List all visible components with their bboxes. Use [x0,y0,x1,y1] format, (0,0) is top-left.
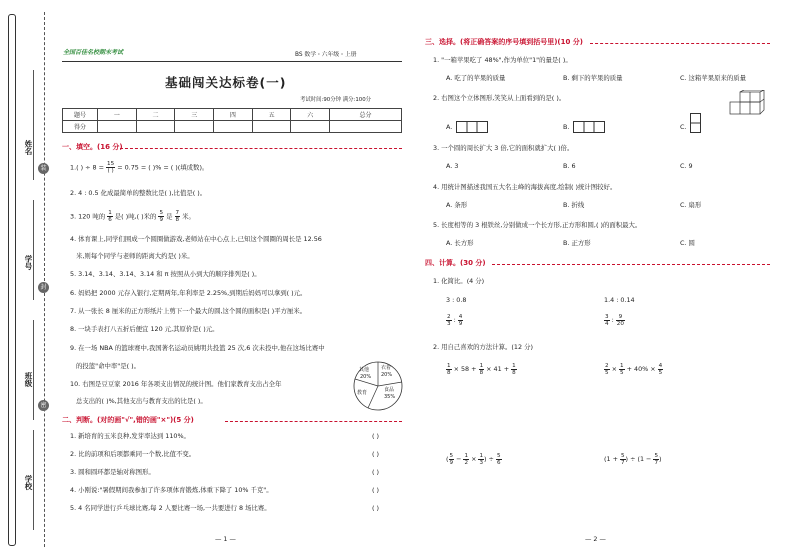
seal-char-2: 封 [40,284,47,291]
score-cell[interactable] [252,121,291,133]
score-table-header-row [63,109,402,121]
page-title: 基础闯关达标卷(一) [165,75,287,90]
judge-q1: 1. 新培育的玉米良种,发芽率达到 110%。 [70,432,190,440]
score-cell[interactable] [136,121,175,133]
choose-q5-option-b[interactable]: B. 正方形 [563,239,591,247]
fraction: $\frac{2}{3}$ [447,313,451,327]
score-header-cell: 六 [291,109,330,121]
calc-expr-1 [446,362,517,376]
binding-line [44,12,45,547]
denominator: 6 [108,217,112,223]
judge-q4: 4. 小刚说:"暑假期间我参加了许多项体育锻炼,体重下降了 10% 千克"。 [70,486,273,494]
calc-expr-2-part-b: + 40% × [626,365,656,373]
score-table-score-row [63,121,402,133]
fill-q9-line1: 9. 在一场 NBA 的篮球赛中,我国著名运动员姚明共投篮 25 次,6 次未投中,他在这场比赛中 [70,344,325,352]
fill-q8: 8. 一块手表打八五折后便宜 120 元,其原价是( )元。 [70,325,219,333]
fill-q3-part-b: 是( )吨,( )米的 [114,212,157,221]
choose-q4-option-c[interactable]: C. 扇形 [680,201,702,209]
fraction [107,210,113,223]
fill-q10-line2: 总支出的( )%,其他支出与教育支出的比是( )。 [76,397,207,405]
score-cell[interactable] [330,121,402,133]
numerator: 1 [108,210,112,216]
judge-q3-answer[interactable]: ( ) [372,468,380,476]
denominator: 8 [175,217,180,223]
choose-q4-option-b[interactable]: B. 折线 [563,201,585,209]
fraction: $\frac{3}{4}$ [605,313,609,327]
calc-expr-2-part-a: × [611,365,617,373]
calc-expr-1-part-a: × 58 + [453,365,477,373]
page-number-1: — 1 — [215,535,236,543]
choose-q2-option-b[interactable]: B. [563,123,570,131]
judge-q4-answer[interactable]: ( ) [372,486,380,494]
score-row-label: 得分 [63,121,98,133]
fill-q3 [70,210,195,224]
option-b-view-icon [573,121,605,133]
section-3-heading: 三、选择。(将正确答案的序号填到括号里)(10 分) [425,38,583,46]
judge-q5: 5. 4 名同学进行乒乓球比赛,每 2 人要比赛一场,一共要进行 8 场比赛。 [70,504,271,512]
score-header-cell: 题号 [63,109,98,121]
school-field-line [33,430,34,530]
fraction: $\frac{1}{5}$ [620,362,624,376]
choose-q5: 5. 长度相等的 3 根铁丝,分别做成一个长方形,正方形和圆,( )的面积最大。 [433,221,642,229]
calc-ratio-2: 1.4 : 0.14 [604,296,635,304]
fraction: $\frac{1}{3}$ [479,452,484,466]
score-header-cell: 一 [98,109,137,121]
fill-q3-part-a: 3. 120 吨的 [70,212,106,221]
calc-q1: 1. 化简比。(4 分) [433,277,485,285]
fill-q4-line2: 米,则每个同学与老师的距离大约是( )米。 [76,252,194,260]
fraction: $\frac{4}{5}$ [658,362,663,376]
fraction: $\frac{9}{20}$ [616,313,624,327]
fraction [175,210,181,223]
seal-char-3: 密 [40,402,47,409]
judge-q2-answer[interactable]: ( ) [372,450,380,458]
calc-expr-3: ( $\frac{5}{9}$ − $\frac{1}{2}$ × $\frac{1}{3}$ ) ÷ $\frac{5}{6}$ [446,452,501,466]
pie-label-education: 教育 [357,390,368,396]
fill-q5: 5. 3.14、3.14̇、3.1̇4̇、3.14 和 π 按照从小到大的顺序排列是( )。 [70,270,261,278]
section-3-rule [590,43,770,44]
fraction: $\frac{5}{9}$ [449,452,454,466]
fraction: $\frac{5}{7}$ [654,452,658,466]
judge-q5-answer[interactable]: ( ) [372,504,380,512]
calc-ratio-3: $\frac{2}{3}$ : $\frac{4}{9}$ [447,313,463,327]
choose-q1-option-c[interactable]: C. 这箱苹果原来的质量 [680,74,747,82]
binding-strip [8,14,16,546]
denominator: 9 [159,217,164,223]
time-info: 考试时间:90分钟 满分:100分 [300,97,372,103]
calc-expr-4: (1 + $\frac{5}{7}$ ) ÷ (1 − $\frac{5}{7}$ ) [604,452,662,466]
choose-q3-option-a[interactable]: A. 3 [446,162,459,170]
class-label: 班级 [24,372,33,387]
name-field-line [33,70,34,180]
calc-expr-2 [604,362,663,376]
score-header-cell: 五 [252,109,291,121]
option-c-view-icon [690,113,701,133]
cube-solid-figure [728,90,768,116]
fraction [158,210,164,223]
fill-q6: 6. 妈妈把 2000 元存入银行,定期两年,年利率是 2.25%,到期后妈妈可以拿到( )元。 [70,289,307,297]
seal-char-1: 装 [40,165,47,172]
calc-expr-1-part-b: × 41 + [486,365,510,373]
class-field-line [33,320,34,420]
section-4-rule [492,264,770,265]
pie-value-clothing: 20% [381,372,393,378]
choose-q3: 3. 一个圆的周长扩大 3 倍,它的面积就扩大( )倍。 [433,144,574,152]
fill-q3-part-c: 是 [166,212,173,221]
choose-q2: 2. 右图这个立体图形,笑笑从上面看到的是( )。 [433,94,566,102]
school-label: 学校 [24,475,33,490]
score-header-cell: 总分 [330,109,402,121]
choose-q1-option-b[interactable]: B. 剩下的苹果的质量 [563,74,623,82]
numerator: 7 [175,210,180,216]
score-header-cell: 三 [175,109,214,121]
fill-q4-line1: 4. 体育课上,同学们围成一个圆圈做游戏,老师站在中心点上,已知这个圆圈的周长是 12.56 [70,235,322,243]
choose-q2-option-a[interactable]: A. [446,123,453,131]
section-1-heading: 一、填空。(16 分) [62,143,123,151]
fill-q1-part-a: 1.( ) ÷ 8 = [70,163,104,172]
fill-q1 [70,161,208,175]
fraction: $\frac{5}{6}$ [496,452,501,466]
pie-label-other: 其他 [359,367,370,373]
fill-q9-line2: 的投篮"命中率"是( )。 [76,362,141,370]
exam-tag: 全国百佳名校期末考试 [63,49,124,56]
pie-value-other: 20% [360,374,372,380]
book-info: BS 数学・六年级・上册 [295,52,357,58]
calc-ratio-1: 3 : 0.8 [446,296,467,304]
fraction: $\frac{1}{8}$ [447,362,451,376]
fraction: $\frac{5}{7}$ [620,452,625,466]
denominator: ( ) [107,168,114,174]
fraction: $\frac{2}{5}$ [605,362,609,376]
calc-ratio-4: $\frac{3}{4}$ : $\frac{9}{20}$ [605,313,624,327]
fill-q1-part-b: = 0.75 = ( )% = ( )(填成数)。 [117,163,209,172]
student-id-label: 学号 [24,255,33,270]
name-label: 姓名 [24,140,33,155]
header-rule [62,61,402,62]
student-id-field-line [33,200,34,300]
fraction: $\frac{4}{9}$ [458,313,463,327]
fraction: $\frac{1}{2}$ [464,452,469,466]
pie-label-clothing: 衣着 [381,365,392,371]
score-cell[interactable] [214,121,253,133]
section-2-rule [225,421,402,422]
judge-q2: 2. 比的前项和后项都乘同一个数,比值不变。 [70,450,196,458]
choose-q5-option-c[interactable]: C. 圆 [680,239,695,247]
judge-q1-answer[interactable]: ( ) [372,432,380,440]
choose-q3-option-c[interactable]: C. 9 [680,162,693,170]
score-cell[interactable] [291,121,330,133]
fill-q2: 2. 4 : 0.5 化成最简单的整数比是( ),比值是( )。 [70,189,207,197]
score-cell[interactable] [175,121,214,133]
score-header-cell: 二 [136,109,175,121]
calc-q2: 2. 用自己喜欢的方法计算。(12 分) [433,343,533,351]
pie-divider [368,386,378,408]
seal-mark-3 [38,400,49,411]
fill-q10-line1: 10. 右图是豆豆家 2016 年各项支出情况的统计图。他们家教育支出占全年 [70,380,282,388]
score-header-cell: 四 [214,109,253,121]
fraction: $\frac{1}{8}$ [479,362,484,376]
section-4-heading: 四、计算。(30 分) [425,259,486,267]
choose-q4-option-a[interactable]: A. 条形 [446,201,468,209]
score-cell[interactable] [98,121,137,133]
fill-q3-part-d: 米。 [182,212,195,221]
score-table [62,108,402,133]
choose-q5-option-a[interactable]: A. 长方形 [446,239,474,247]
choose-q1-option-a[interactable]: A. 吃了的苹果的质量 [446,74,506,82]
judge-q3: 3. 圆和圆环都是轴对称图形。 [70,468,155,476]
choose-q4: 4. 用统计图描述我国五大名主峰的海拔高度,绘制( )统计图较好。 [433,183,617,191]
section-2-heading: 二、判断。(对的画"√",错的画"×")(5 分) [62,416,194,424]
seal-mark-1 [38,163,49,174]
choose-q1: 1. "一箱苹果吃了 48%",作为单位"1"的量是( )。 [433,56,572,64]
fraction [106,161,115,174]
option-a-view-icon [456,121,488,133]
fill-q7: 7. 从一张长 8 厘米的正方形纸片上剪下一个最大的圆,这个圆的面积是( )平方厘米。 [70,307,307,315]
seal-mark-2 [38,282,49,293]
page-number-2: — 2 — [585,535,606,543]
fraction: $\frac{1}{8}$ [512,362,516,376]
numerator: 5 [159,210,164,216]
numerator: 15 [107,161,115,167]
pie-value-food: 35% [384,394,396,400]
pie-label-food: 食品 [384,387,395,393]
section-1-rule [120,148,402,149]
choose-q2-option-c[interactable]: C. [680,123,687,131]
choose-q3-option-b[interactable]: B. 6 [563,162,576,170]
